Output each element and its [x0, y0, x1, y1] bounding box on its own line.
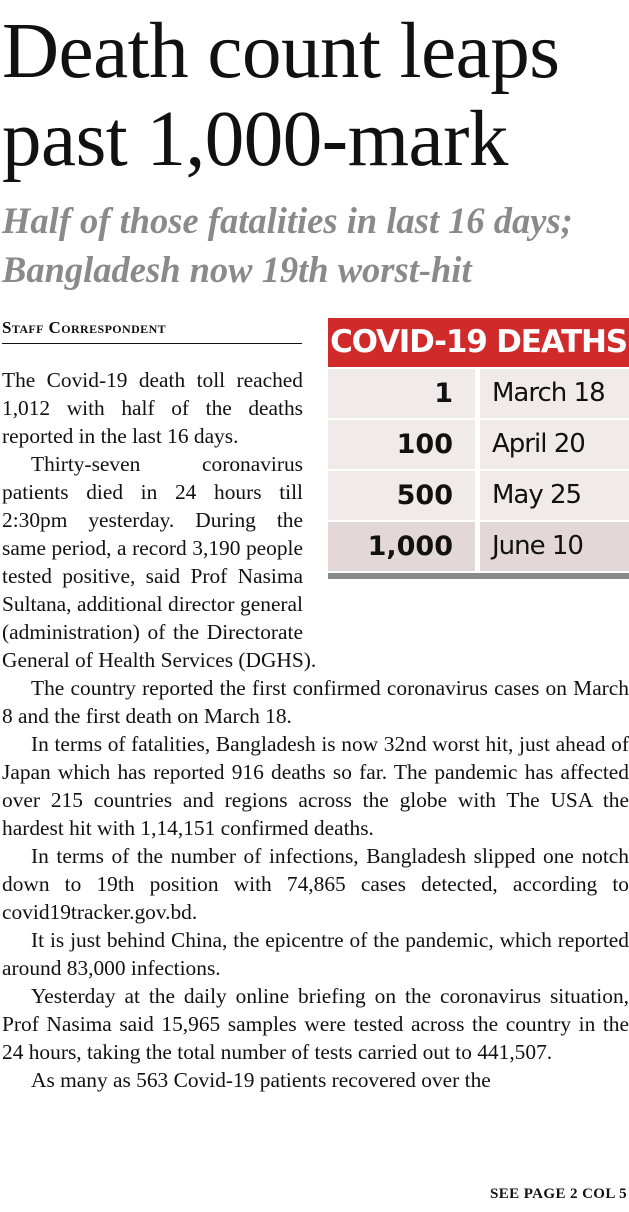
subheadline: Half of those fatalities in last 16 days; Bangladesh now 19th worst-hit — [2, 200, 573, 290]
article-body — [2, 366, 629, 1094]
paragraph: In terms of fatalities, Bangladesh is now 32nd worst hit, just ahead of Japan which has reported 916 deaths so far. The pandemic has affected over 215 countries and regions across the globe with The USA the hardest hit with 1,14,151 confirmed deaths. — [2, 732, 629, 840]
death-count: 1 — [328, 369, 475, 418]
paragraph: It is just behind China, the epicentre of the pandemic, which reported around 83,000 infections. — [2, 928, 629, 980]
milestone-date: March 18 — [480, 369, 629, 418]
continuation-line: SEE PAGE 2 COL 5 — [490, 1186, 627, 1202]
death-count: 500 — [328, 471, 475, 520]
sidebar-title: COVID-19 DEATHS — [328, 318, 629, 367]
paragraph: The country reported the first confirmed coronavirus cases on March 8 and the first death on March 18. — [2, 676, 629, 728]
paragraph: Thirty-seven coronavirus patients died in 24 hours till 2:30pm yesterday. During the same period, a record 3,190 people tested positive, said Prof Nasima Sultana, additional director general (administration) of the Directorate General of Health Services (DGHS). — [2, 452, 317, 672]
sidebar-spacer — [303, 366, 629, 627]
milestone-date: April 20 — [480, 420, 629, 469]
byline: Staff Correspondent — [2, 318, 302, 344]
death-count: 1,000 — [328, 522, 475, 571]
headline: Death count leaps past 1,000-mark — [2, 8, 560, 183]
paragraph: Yesterday at the daily online briefing on the coronavirus situation, Prof Nasima said 15,965 samples were tested across the country in the 24 hours, taking the total number of tests carried out to 441,507. — [2, 984, 629, 1064]
milestone-date: June 10 — [480, 522, 629, 571]
paragraph: In terms of the number of infections, Bangladesh slipped one notch down to 19th position with 74,865 cases detected, according to covid19tracker.gov.bd. — [2, 844, 629, 924]
paragraph: As many as 563 Covid-19 patients recovered over the — [31, 1068, 491, 1092]
milestone-date: May 25 — [480, 471, 629, 520]
paragraph: The Covid-19 death toll reached 1,012 with half of the deaths reported in the last 16 days. — [2, 368, 303, 448]
death-count: 100 — [328, 420, 475, 469]
